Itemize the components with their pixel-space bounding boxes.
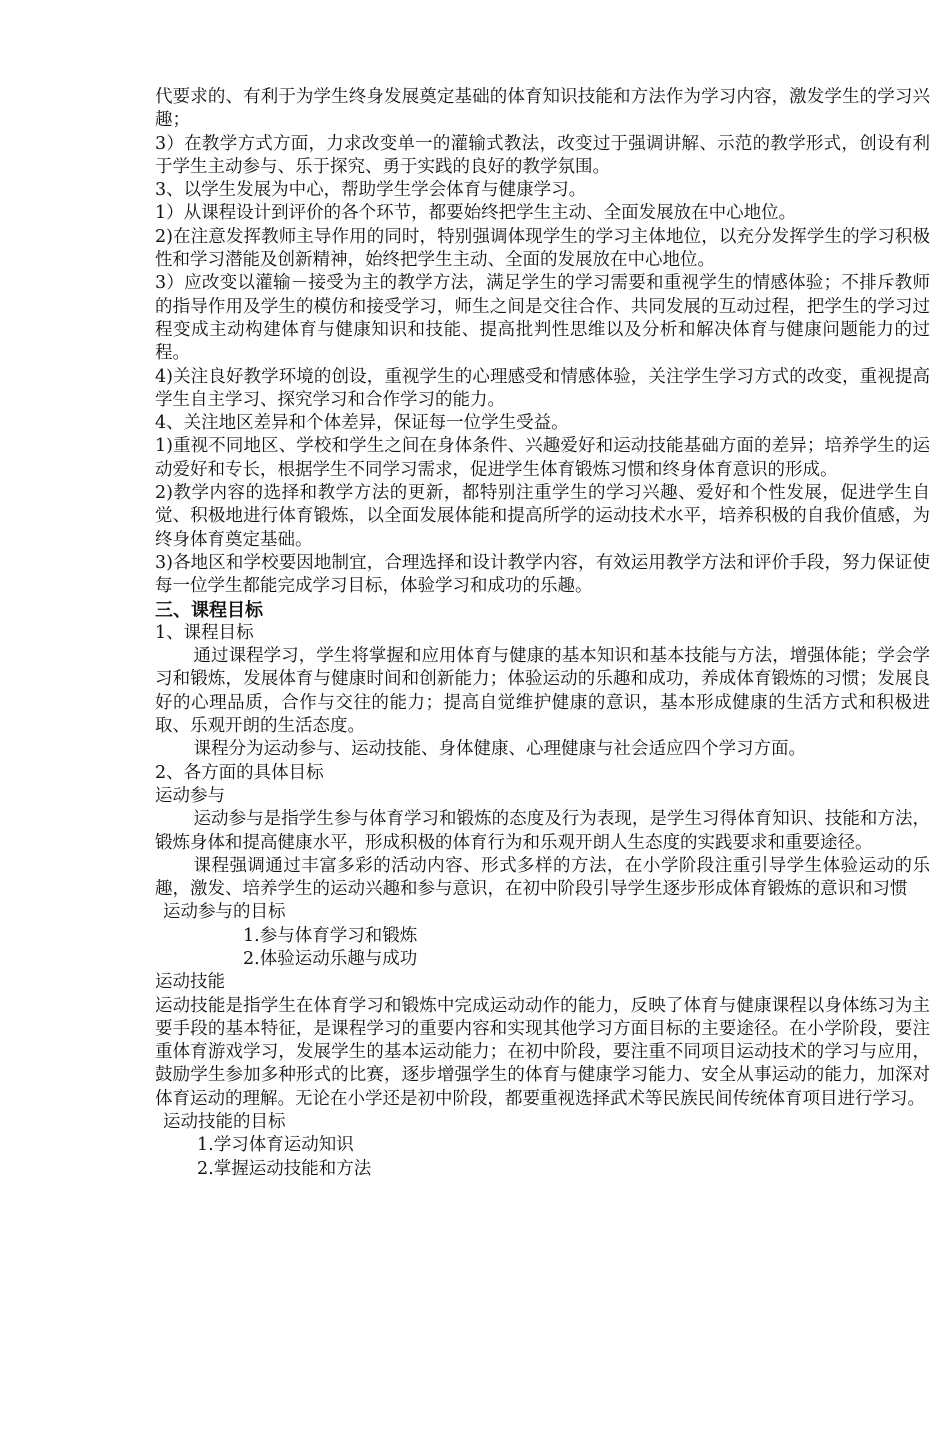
paragraph: 1）从课程设计到评价的各个环节，都要始终把学生主动、全面发展放在中心地位。: [155, 203, 797, 224]
paragraph: 3）在教学方式方面，力求改变单一的灌输式教法，改变过于强调讲解、示范的教学形式，创设有利于学生主动参与、乐于探究、勇于实践的良好的教学氛围。: [155, 133, 930, 177]
paragraph: 运动参与是指学生参与体育学习和锻炼的态度及行为表现，是学生习得体育知识、技能和方法，锻炼身体和提高健康水平，形成积极的体育行为和乐观开朗人生态度的实践要求和重要途径。: [155, 809, 930, 853]
goal-item: 1.学习体育运动知识: [197, 1135, 354, 1156]
skills-goals-title: 运动技能的目标: [163, 1112, 286, 1133]
section-heading: 三、课程目标: [155, 599, 263, 621]
subsection-title: 2、各方面的具体目标: [155, 762, 324, 783]
goal-item: 2.体验运动乐趣与成功: [243, 948, 418, 969]
paragraph: 通过课程学习，学生将掌握和应用体育与健康的基本知识和基本技能与方法，增强体能；学会学习和锻炼，发展体育与健康时间和创新能力；体验运动的乐趣和成功，养成体育锻炼的习惯；发展良好的心理品质，合作与交往的能力；提高自觉维护健康的意识，基本形成健康的生活方式和积极进取、乐观开朗的生活态度。: [155, 646, 930, 737]
paragraph: 课程分为运动参与、运动技能、身体健康、心理健康与社会适应四个学习方面。: [193, 739, 806, 760]
paragraph: 运动技能是指学生在体育学习和锻炼中完成运动动作的能力，反映了体育与健康课程以身体练习为主要手段的基本特征，是课程学习的重要内容和实现其他学习方面目标的主要途径。在小学阶段，要注重体育游戏学习，发展学生的基本运动能力；在初中阶段，要注重不同项目运动技术的学习与应用，鼓励学生参加多种形式的比赛，逐步增强学生的体育与健康学习能力、安全从事运动的能力，加深对体育运动的理解。无论在小学还是初中阶段，都要重视选择武术等民族民间传统体育项目进行学习。: [155, 995, 930, 1109]
document-page: [155, 86, 930, 1181]
skills-title: 运动技能: [155, 972, 225, 993]
paragraph: 3、以学生发展为中心，帮助学生学会体育与健康学习。: [155, 180, 587, 201]
paragraph: 代要求的、有利于为学生终身发展奠定基础的体育知识技能和方法作为学习内容，激发学生的学习兴趣；: [155, 87, 930, 131]
paragraph: 课程强调通过丰富多彩的活动内容、形式多样的方法，在小学阶段注重引导学生体验运动的乐趣，激发、培养学生的运动兴趣和参与意识，在初中阶段引导学生逐步形成体育锻炼的意识和习惯: [155, 855, 930, 900]
paragraph: 2)在注意发挥教师主导作用的同时，特别强调体现学生的学习主体地位，以充分发挥学生的学习积极性和学习潜能及创新精神，始终把学生主动、全面的发展放在中心地位。: [155, 226, 930, 271]
participation-goals-title: 运动参与的目标: [163, 902, 286, 923]
paragraph: 3）应改变以灌输－接受为主的教学方法，满足学生的学习需要和重视学生的情感体验；不排斥教师的指导作用及学生的模仿和接受学习，师生之间是交往合作、共同发展的互动过程，把学生的学习过程变成主动构建体育与健康知识和技能、提高批判性思维以及分析和解决体育与健康问题能力的过程。: [155, 273, 930, 364]
paragraph: 1)重视不同地区、学校和学生之间在身体条件、兴趣爱好和运动技能基础方面的差异；培养学生的运动爱好和专长，根据学生不同学习需求，促进学生体育锻炼习惯和终身体育意识的形成。: [155, 436, 930, 480]
paragraph: 3)各地区和学校要因地制宜，合理选择和设计教学内容，有效运用教学方法和评价手段，努力保证使每一位学生都能完成学习目标，体验学习和成功的乐趣。: [155, 552, 930, 597]
goal-item: 1.参与体育学习和锻炼: [243, 925, 418, 946]
goal-item: 2.掌握运动技能和方法: [197, 1158, 372, 1179]
paragraph: 4)关注良好教学环境的创设，重视学生的心理感受和情感体验，关注学生学习方式的改变，重视提高学生自主学习、探究学习和合作学习的能力。: [155, 366, 930, 410]
subsection-title: 1、课程目标: [155, 622, 254, 643]
paragraph: 4、关注地区差异和个体差异，保证每一位学生受益。: [155, 413, 569, 434]
paragraph: 2)教学内容的选择和教学方法的更新，都特别注重学生的学习兴趣、爱好和个性发展，促进学生自觉、积极地进行体育锻炼，以全面发展体能和提高所学的运动技术水平，培养积极的自我价值感，为终身体育奠定基础。: [155, 483, 930, 550]
participation-title: 运动参与: [155, 785, 225, 806]
